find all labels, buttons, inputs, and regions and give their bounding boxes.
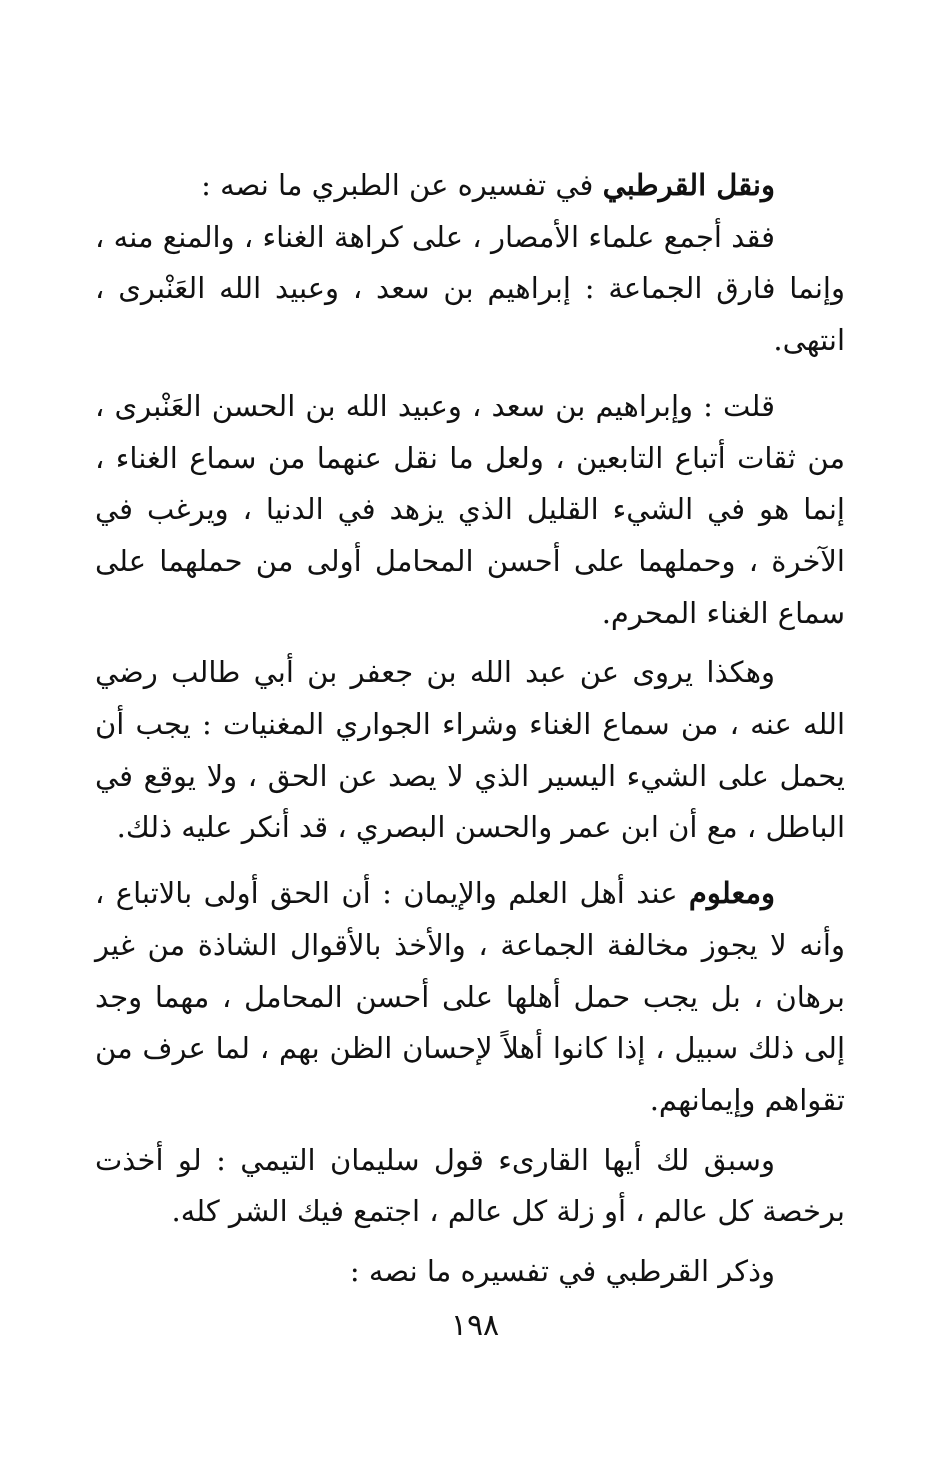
paragraph-6 xyxy=(95,1135,845,1238)
paragraph-5 xyxy=(95,868,845,1127)
paragraph-1-lead: ونقل القرطبي xyxy=(602,168,775,202)
paragraph-5-text: عند أهل العلم والإيمان : أن الحق أولى بالاتباع ، وأنه لا يجوز مخالفة الجماعة ، والأخذ بالأقوال الشاذة من غير برهان ، بل يجب حمل أهلها على أحسن المحامل ، مهما وجد إلى ذلك سبيل ، إذا كانوا أهلاً لإحسان الظن بهم ، لما عرف من تقواهم وإيمانهم. xyxy=(95,876,845,1117)
paragraph-7 xyxy=(95,1246,845,1298)
paragraph-6-text: وسبق لك أيها القارىء قول سليمان التيمي : لو أخذت برخصة كل عالم ، أو زلة كل عالم ، اجتمع فيك الشر كله. xyxy=(95,1142,845,1229)
paragraph-5-lead: ومعلوم xyxy=(688,876,775,911)
paragraph-2 xyxy=(95,212,845,367)
paragraph-4 xyxy=(95,647,845,854)
paragraph-7-text: وذكر القرطبي في تفسيره ما نصه : xyxy=(349,1254,775,1289)
page-number: ١٩٨ xyxy=(450,1308,500,1343)
paragraph-3-text: قلت : وإبراهيم بن سعد ، وعبيد الله بن الحسن العَنْبرى ، من ثقات أتباع التابعين ، ولعل ما نقل عنهما من سماع الغناء ، إنما هو في الشيء القليل الذي يزهد في الدنيا ، ويرغب في الآخرة ، وحملهما على أحسن المحامل أولى من حملهما على سماع الغناء المحرم. xyxy=(95,388,845,630)
paragraph-3 xyxy=(95,381,845,640)
paragraph-4-text: وهكذا يروى عن عبد الله بن جعفر بن أبي طالب رضي الله عنه ، من سماع الغناء وشراء الجواري المغنيات : يجب أن يحمل على الشيء اليسير الذي لا يصد عن الحق ، ولا يوقع في الباطل ، مع أن ابن عمر والحسن البصري ، قد أنكر عليه ذلك. xyxy=(95,655,845,845)
paragraph-2-text: فقد أجمع علماء الأمصار ، على كراهة الغناء ، والمنع منه ، وإنما فارق الجماعة : إبراهيم بن سعد ، وعبيد الله العَنْبرى ، انتهى. xyxy=(95,219,845,358)
paragraph-1-text: في تفسيره عن الطبري ما نصه : xyxy=(201,168,603,202)
page-body xyxy=(95,160,845,1298)
paragraph-1 xyxy=(95,160,845,212)
